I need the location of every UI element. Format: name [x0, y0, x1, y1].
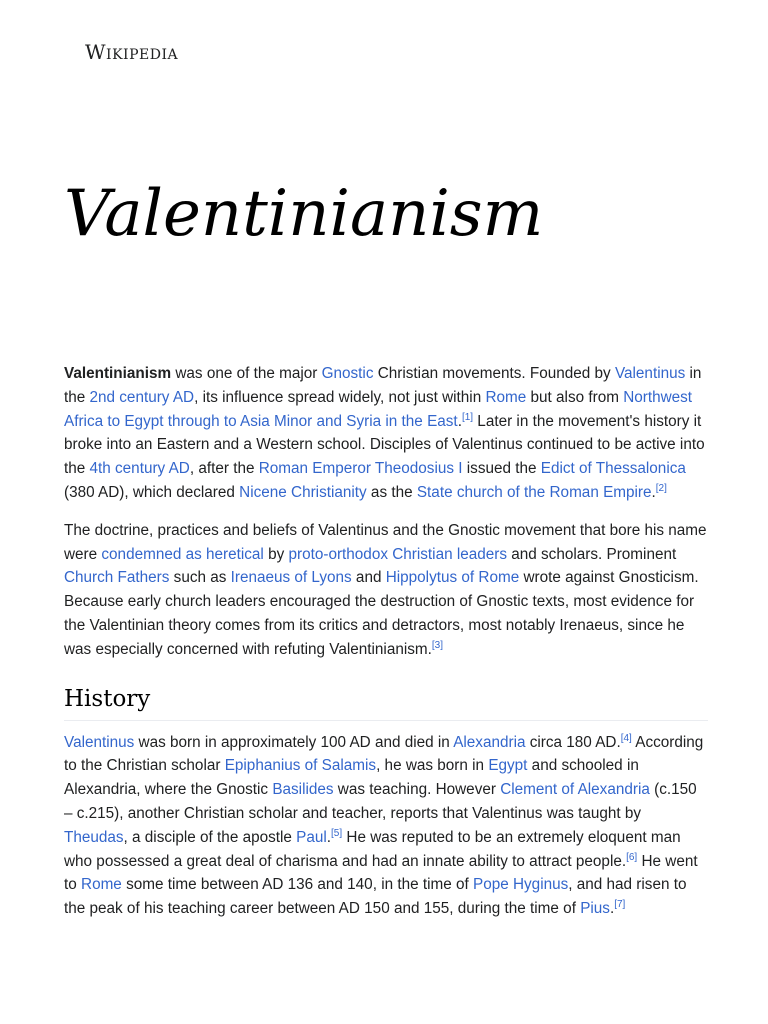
link-proto-orthodox[interactable]: proto-orthodox Christian leaders — [288, 545, 508, 563]
text: He went to — [64, 852, 698, 894]
reference-link[interactable]: [5] — [331, 827, 343, 839]
text: . — [457, 412, 462, 430]
text: was one of the major — [171, 365, 322, 382]
link-epiphanius[interactable]: Epiphanius of Salamis — [224, 757, 377, 775]
link-state-church[interactable]: State church of the Roman Empire — [416, 483, 652, 501]
link-pope-hyginus[interactable]: Pope Hyginus — [473, 876, 569, 894]
link-paul[interactable]: Paul — [296, 828, 327, 846]
reference-2[interactable] — [656, 483, 667, 494]
link-rome[interactable]: Rome — [485, 388, 527, 406]
link-2nd-century[interactable]: 2nd century AD — [89, 388, 195, 406]
wikipedia-logo[interactable]: Wikipedia — [85, 40, 179, 64]
reference-link[interactable]: [4] — [620, 732, 632, 744]
text: , he was born in — [376, 757, 489, 775]
article-content — [64, 362, 708, 935]
text: wrote against Gnosticism. Because early church leaders encouraged the destruction of Gnostic texts, most evidence for the Valentinian theory comes from its critics and detractors, most notably Irenaeus, since he was especially concerned with refuting Valentinianism. — [64, 569, 699, 658]
bold-term: Valentinianism — [64, 365, 172, 382]
text: . — [326, 828, 332, 846]
reference-link[interactable]: [3] — [431, 639, 444, 651]
text: According to the Christian scholar — [64, 733, 704, 775]
paragraph-doctrine — [64, 519, 708, 662]
reference-5[interactable] — [331, 828, 342, 839]
text: issued the — [462, 460, 541, 478]
link-theodosius[interactable]: Roman Emperor Theodosius I — [258, 460, 463, 478]
link-northwest-africa[interactable]: Northwest Africa to Egypt through to Asia Minor and Syria in the East — [64, 388, 693, 430]
reference-7[interactable] — [614, 899, 625, 910]
reference-3[interactable] — [432, 640, 443, 651]
reference-4[interactable] — [621, 732, 632, 743]
text: . — [651, 483, 656, 501]
text: in the — [64, 365, 702, 406]
text: He was reputed to be an extremely eloquent man who possessed a great deal of charisma and had an innate ability to attract people. — [64, 828, 681, 870]
text: (c.150 – c.215), another Christian scholar and teacher, reports that Valentinus was taught by — [64, 781, 697, 822]
text: as the — [366, 483, 417, 501]
link-church-fathers[interactable]: Church Fathers — [64, 569, 170, 587]
reference-6[interactable] — [626, 851, 637, 862]
link-nicene-christianity[interactable]: Nicene Christianity — [239, 483, 367, 501]
link-rome[interactable]: Rome — [81, 876, 122, 894]
paragraph-intro — [64, 362, 708, 505]
link-pius[interactable]: Pius — [580, 900, 610, 918]
link-egypt[interactable]: Egypt — [488, 757, 528, 775]
page-title: Valentinianism — [64, 177, 544, 251]
text: was teaching. However — [333, 781, 501, 799]
link-gnostic[interactable]: Gnostic — [321, 365, 374, 382]
text: was born in approximately 100 AD and died in — [134, 733, 454, 751]
text: , its influence spread widely, not just within — [194, 388, 486, 406]
text: Later in the movement's history it broke into an Eastern and a Western school. Disciples of Valentinus continued to be active into the — [64, 412, 705, 478]
text: (380 AD), which declared — [64, 483, 240, 501]
text: The doctrine, practices and beliefs of Valentinus and the Gnostic movement that bore his name were — [64, 521, 707, 563]
text: , and had risen to the peak of his teaching career between AD 150 and 155, during the time of — [64, 876, 687, 918]
text: , after the — [189, 460, 259, 478]
text: , a disciple of the apostle — [123, 828, 297, 846]
text: and — [351, 569, 386, 587]
link-4th-century[interactable]: 4th century AD — [89, 460, 190, 478]
link-valentinus[interactable]: Valentinus — [614, 365, 686, 382]
text: by — [263, 545, 289, 563]
reference-1[interactable] — [462, 412, 473, 423]
link-alexandria[interactable]: Alexandria — [453, 733, 526, 751]
text: and scholars. Prominent — [507, 545, 677, 563]
link-irenaeus[interactable]: Irenaeus of Lyons — [230, 569, 352, 587]
text: some time between AD 136 and 140, in the time of — [121, 876, 474, 894]
reference-link[interactable]: [6] — [626, 851, 638, 863]
link-theudas[interactable]: Theudas — [64, 828, 124, 846]
link-condemned-as-heretical[interactable]: condemned as heretical — [101, 545, 264, 563]
text: . — [609, 900, 615, 918]
reference-link[interactable]: [1] — [461, 411, 474, 423]
link-clement-of-alexandria[interactable]: Clement of Alexandria — [500, 781, 650, 799]
link-basilides[interactable]: Basilides — [272, 781, 334, 799]
link-hippolytus[interactable]: Hippolytus of Rome — [385, 569, 520, 587]
text: Christian movements. Founded by — [373, 365, 615, 382]
text: such as — [169, 569, 231, 587]
link-edict-of-thessalonica[interactable]: Edict of Thessalonica — [540, 460, 686, 478]
section-heading-history: History — [64, 684, 708, 721]
reference-link[interactable]: [7] — [614, 899, 626, 911]
text: but also from — [526, 388, 624, 406]
reference-link[interactable]: [2] — [655, 482, 667, 494]
paragraph-history — [64, 731, 708, 921]
text: and schooled in Alexandria, where the Gnostic — [64, 757, 639, 799]
text: circa 180 AD. — [525, 733, 621, 751]
link-valentinus[interactable]: Valentinus — [64, 733, 135, 751]
